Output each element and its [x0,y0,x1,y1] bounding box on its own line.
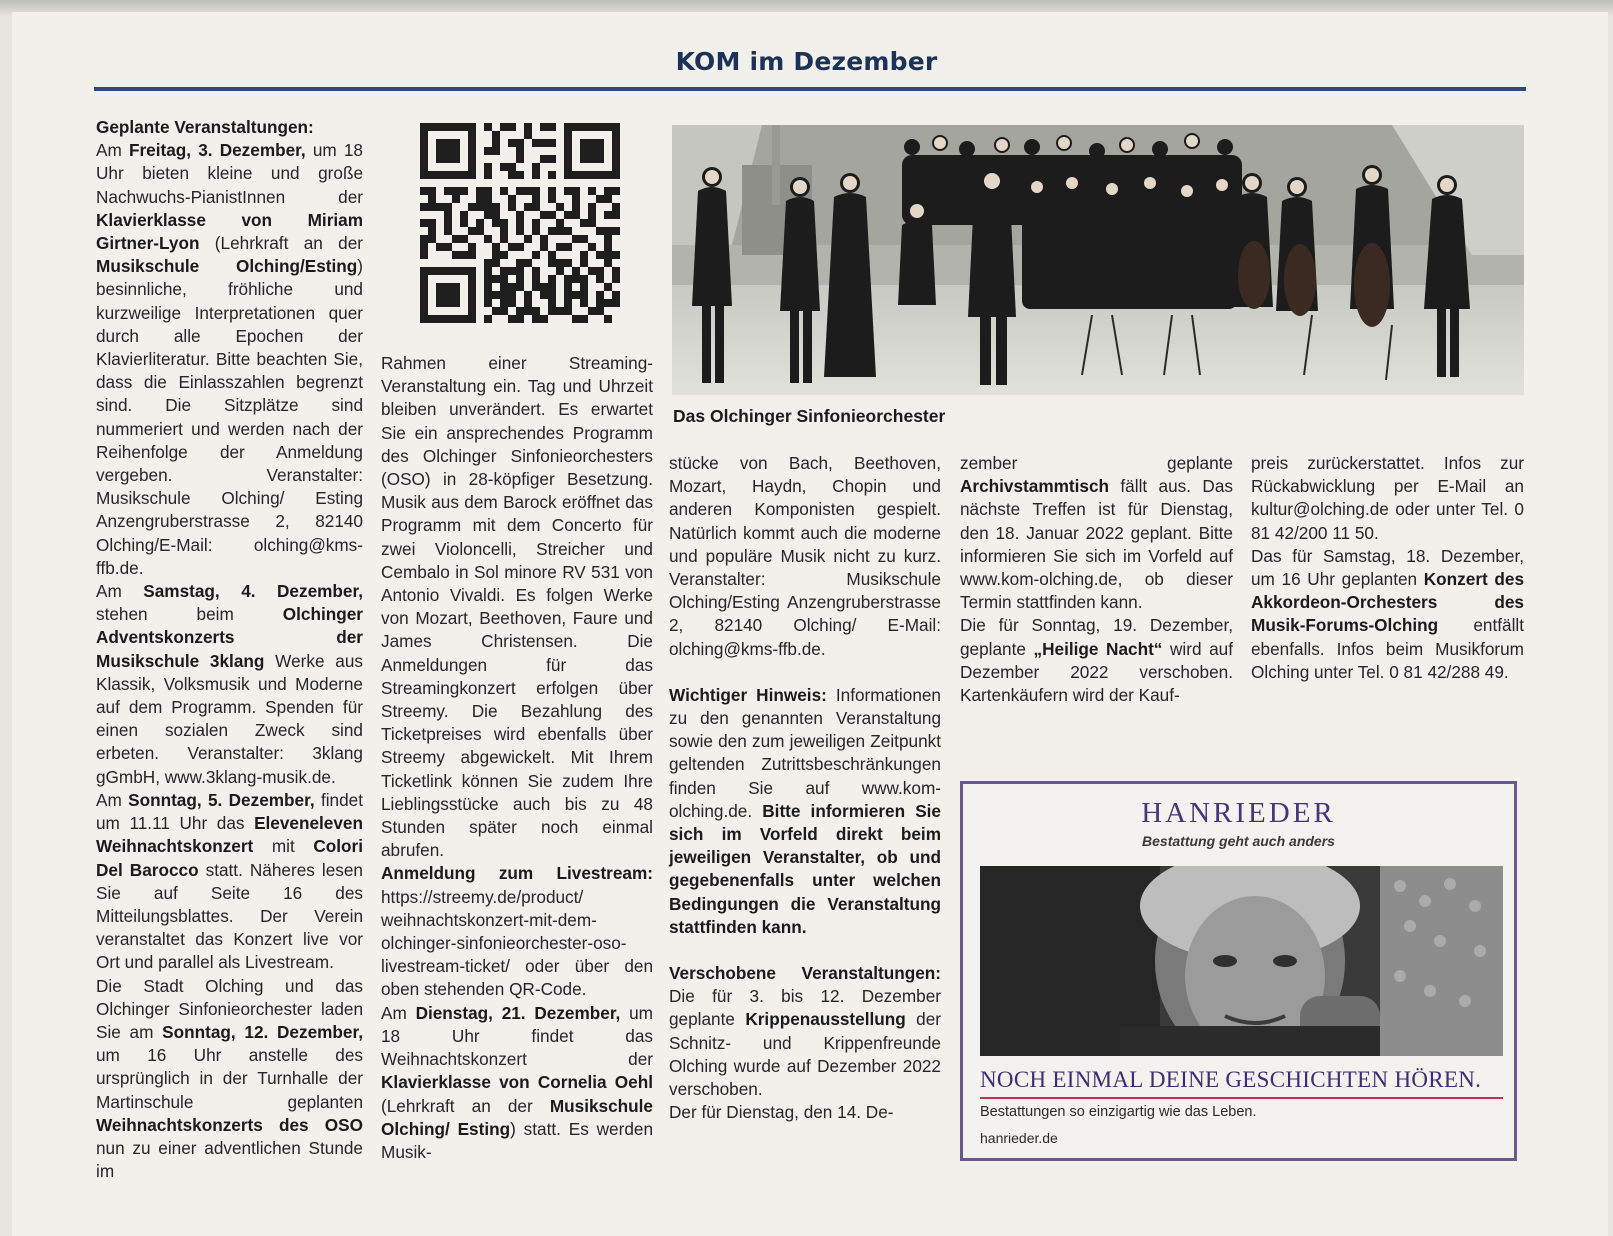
ad-divider [980,1097,1503,1099]
paragraph-archivstammtisch: zember geplante Archivstammtisch fällt aus. Das nächste Treffen ist für Dienstag, den 18. Januar 2022 geplant. Bitte informieren Sie sich im Vorfeld auf www.kom-olching.de, ob dieser Termin stattfinden kann. [960,453,1233,613]
orchestra-photo [672,125,1524,395]
qr-code-icon[interactable] [420,123,620,323]
paragraph-dienstag-14: Der für Dienstag, den 14. De- [669,1102,894,1123]
ad-website-link[interactable]: hanrieder.de [980,1130,1058,1146]
article-column-1 [96,116,363,1183]
paragraph-akkordeon: Das für Samstag, 18. Dezember, um 16 Uhr geplanten Konzert des Akkordeon-Orchesters des Musik-Forums-Olching entfällt ebenfalls. Infos beim Musikforum Olching unter Tel. 0 81 42/288 49. [1251,545,1524,682]
paragraph-rueckabwicklung: preis zurückerstattet. Infos zur Rückabwicklung per E-Mail an kultur@olching.de oder unter Tel. 0 81 42/200 11 50. [1251,453,1524,543]
paragraph-sonntag-12: Die Stadt Olching und das Olchinger Sinfonieorchester laden Sie am Sonntag, 12. Dezember, um 16 Uhr anstelle des ursprünglich in der Turnhalle der Martinschule geplanten Weihnachtskonzerts des OSO nun zu einer adventlichen Stunde im [96,975,363,1182]
paragraph-spacer [669,939,941,962]
paragraph-hinweis: Wichtiger Hinweis: Informationen zu den genannten Veranstaltung sowie den zum jeweiligen Zeitpunkt geltenden Zutrittsbeschränkungen finden Sie auf www.kom-olching.de. Bitte informieren Sie sich im Vorfeld direkt beim jeweiligen Veranstalter, ob und gegebenenfalls unter welchen Bedingungen die Veranstaltung stattfinden kann. [669,684,941,937]
paragraph-livestream-link: Anmeldung zum Livestream: https://streemy.de/product/ weihnachtskonzert-mit-dem-olchinger-sinfonieorchester-oso-livestream-ticket/ oder über den oben stehenden QR-Code. [381,863,653,1000]
page-title: KOM im Dezember [675,47,938,76]
hanrieder-ad[interactable] [960,781,1517,1161]
paragraph-musikstuecke: stücke von Bach, Beethoven, Mozart, Haydn, Chopin und anderen Komponisten gespielt. Natürlich kommt auch die moderne und populäre Musik nicht zu kurz. Veranstalter: Musikschule Olching/Esting Anzengruberstrasse 2, 82140 Olching/ E-Mail: olching@kms-ffb.de. [669,453,941,659]
paragraph-streaming: Rahmen einer Streaming-Veranstaltung ein. Tag und Uhrzeit bleiben unverändert. Es erwartet Sie ein ansprechendes Programm des Olchinger Sinfonieorchesters (OSO) in 28-köpfiger Besetzung. Musik aus dem Barock eröffnet das Programm mit dem Concerto für zwei Violoncelli, Streicher und Cembalo in Sol minore RV 531 von Antonio Vivaldi. Es folgen Werke von Mozart, Beethoven, Faure und James Christensen. Die Anmeldungen für das Streamingkonzert erfolgen über Streemy. Die Bezahlung des Ticketpreises wird ebenfalls über Streemy abgewickelt. Mit Ihrem Ticketlink können Sie zudem Ihre Lieblingsstücke auch bis zu 48 Stunden später noch einmal abrufen. [381,353,653,861]
article-column-5 [1251,452,1524,684]
ad-tagline: Bestattung geht auch anders [1142,833,1335,849]
paragraph-samstag: Am Samstag, 4. Dezember, stehen beim Olchinger Adventskonzerts der Musikschule 3klang Werke aus Klassik, Volksmusik und Moderne auf dem Programm. Spenden für einen sozialen Zweck sind erbeten. Veranstalter: 3klang gGmbH, www.3klang-musik.de. [96,581,363,787]
article-column-2 [381,352,653,1164]
paragraph-spacer [669,661,941,684]
ad-photo-elderly-woman [980,866,1503,1056]
title-rule [94,87,1526,91]
paragraph-verschobene: Verschobene Veranstaltungen: Die für 3. bis 12. Dezember geplante Krippenausstellung der Schnitz- und Krippenfreunde Olching wurde auf Dezember 2022 verschoben. [669,963,941,1100]
paragraph-freitag: Am Freitag, 3. Dezember, um 18 Uhr bieten kleine und große Nachwuchs-PianistInnen der Klavierklasse von Miriam Girtner-Lyon (Lehrkraft an der Musikschule Olching/Esting) besinnliche, fröhliche und kurzweilige Interpretationen quer durch alle Epochen der Klavierliteratur. Bitte beachten Sie, dass die Einlasszahlen begrenzt sind. Die Sitzplätze sind nummeriert und werden nach der Reihenfolge der Anmeldung vergeben. Veranstalter: Musikschule Olching/ Esting Anzengruberstrasse 2, 82140 Olching/E-Mail: olching@kms-ffb.de. [96,140,363,578]
ad-brand-logo: HANRIEDER [1141,797,1336,829]
paragraph-dienstag-21: Am Dienstag, 21. Dezember, um 18 Uhr findet das Weihnachtskonzert der Klavierklasse von Cornelia Oehl (Lehrkraft an der Musikschule Olching/ Esting) statt. Es werden Musik- [381,1002,654,1162]
section-heading-planned: Geplante Veranstaltungen: [96,117,314,137]
paragraph-sonntag-5: Am Sonntag, 5. Dezember, findet um 11.11 Uhr das Eleveneleven Weihnachtskonzert mit Colori Del Barocco statt. Näheres lesen Sie auf Seite 16 des Mitteilungsblattes. Der Verein veranstaltet das Konzert live vor Ort und parallel als Livestream. [96,789,364,973]
paragraph-heilige-nacht: Die für Sonntag, 19. Dezember, geplante „Heilige Nacht“ wird auf Dezember 2022 verschoben. Kartenkäufern wird der Kauf- [960,615,1233,706]
photo-caption: Das Olchinger Sinfonieorchester [673,406,946,426]
ad-headline: NOCH EINMAL DEINE GESCHICHTEN HÖREN. [980,1067,1482,1092]
article-column-4 [960,452,1233,707]
ad-subline: Bestattungen so einzigartig wie das Leben. [980,1104,1257,1120]
article-column-3 [669,452,941,1124]
